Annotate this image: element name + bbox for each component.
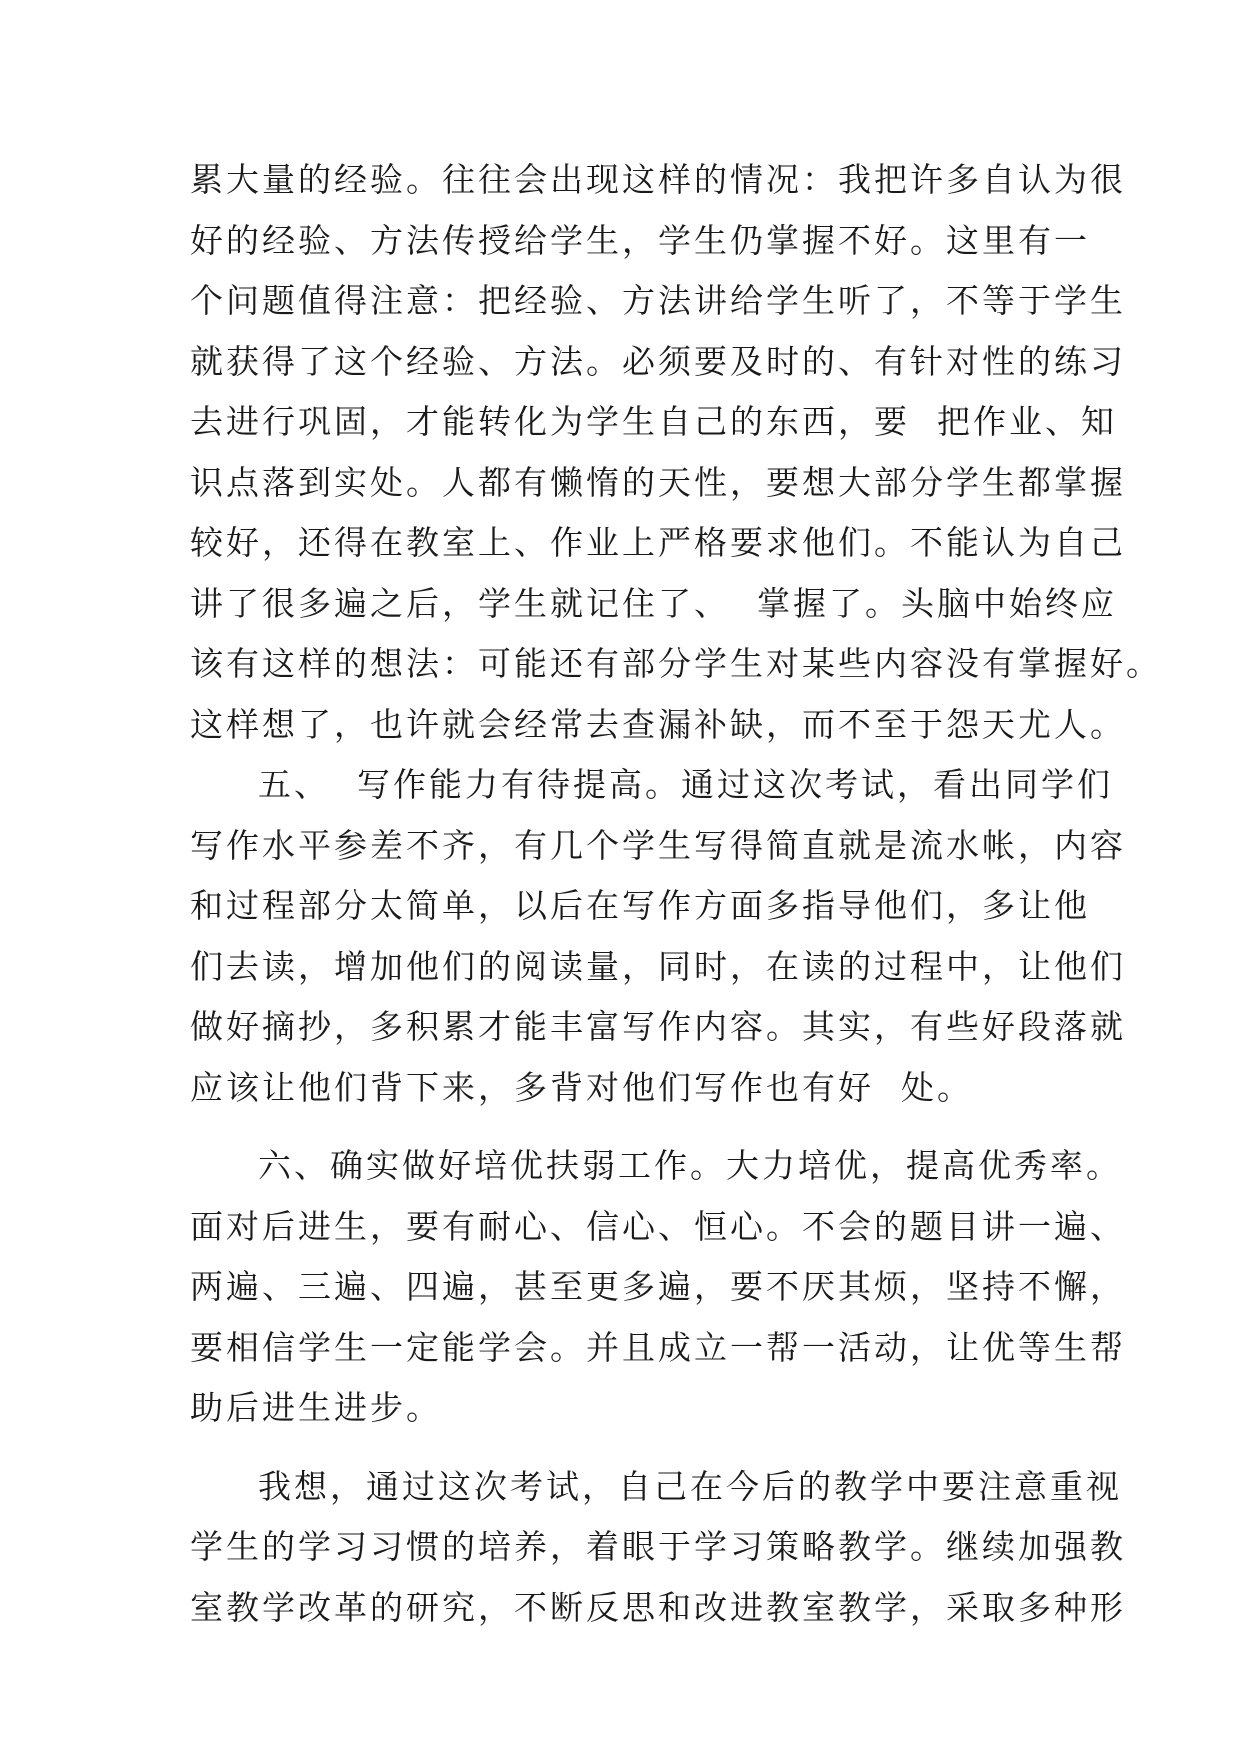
- text-line: 做好摘抄，多积累才能丰富写作内容。其实，有些好段落就: [190, 1007, 1126, 1046]
- text-line: 写作水平参差不齐，有几个学生写得简直就是流水帐，内容: [190, 825, 1126, 865]
- paragraph-gap: [190, 1118, 1070, 1136]
- text-line: 识点落到实处。人都有懒惰的天性，要想大部分学生都掌握: [190, 462, 1126, 502]
- paragraph-first-line: 我想，通过这次考试，自己在今后的教学中要注意重视: [258, 1466, 1122, 1506]
- text-line: 两遍、三遍、四遍，甚至更多遍，要不厌其烦，坚持不懈，: [190, 1267, 1126, 1306]
- text-line: 去进行巩固，才能转化为学生自己的东西，要 把作业、知: [190, 402, 1117, 441]
- text-line: 面对后进生，要有耐心、信心、恒心。不会的题目讲一遍、: [190, 1206, 1126, 1246]
- text-line: 这样想了，也许就会经常去查漏补缺，而不至于怨天尤人。: [190, 704, 1126, 744]
- text-line: 该有这样的想法：可能还有部分学生对某些内容没有掌握好。: [190, 644, 1162, 683]
- text-line: 要相信学生一定能学会。并且成立一帮一活动，让优等生帮: [190, 1327, 1126, 1367]
- section-heading-line: 六、确实做好培优扶弱工作。大力培优，提高优秀率。: [258, 1146, 1122, 1185]
- document-body: [190, 150, 1162, 1638]
- text-line: 应该让他们背下来，多背对他们写作也有好 处。: [190, 1067, 973, 1107]
- text-line: 讲了很多遍之后，学生就记住了、 掌握了。头脑中始终应: [190, 583, 1117, 623]
- text-line: 室教学改革的研究，不断反思和改进教室教学，采取多种形: [190, 1587, 1126, 1627]
- text-line: 和过程部分太简单，以后在写作方面多指导他们，多让他: [190, 886, 1090, 925]
- text-line: 学生的学习习惯的培养，着眼于学习策略教学。继续加强教: [190, 1527, 1126, 1566]
- text-line: 好的经验、方法传授给学生，学生仍掌握不好。这里有一: [190, 220, 1090, 260]
- text-line: 就获得了这个经验、方法。必须要及时的、有针对性的练习: [190, 341, 1126, 381]
- section-heading-line: 五、 写作能力有待提高。通过这次考试，看出同学们: [258, 765, 1113, 804]
- text-line: 个问题值得注意：把经验、方法讲给学生听了，不等于学生: [190, 281, 1126, 320]
- text-line: 助后进生进步。: [190, 1388, 442, 1427]
- text-line: 较好，还得在教室上、作业上严格要求他们。不能认为自己: [190, 523, 1126, 562]
- text-line: 们去读，增加他们的阅读量，同时，在读的过程中，让他们: [190, 946, 1126, 986]
- paragraph-gap: [190, 1439, 1070, 1457]
- text-line: 累大量的经验。往往会出现这样的情况：我把许多自认为很: [190, 160, 1126, 199]
